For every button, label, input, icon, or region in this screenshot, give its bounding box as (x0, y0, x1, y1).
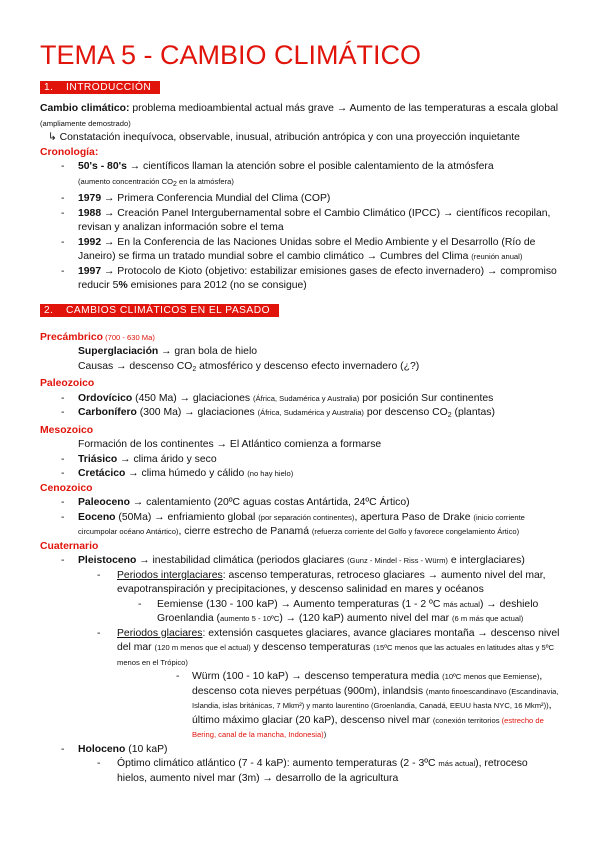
list-item: - 1979 → Primera Conferencia Mundial del Clima (COP) (61, 193, 331, 204)
item-term: Cretácico (78, 468, 126, 479)
era-label-paleozoico: Paleozoico (40, 378, 95, 389)
list-item: - Eoceno (50Ma) → enfriamiento global (por separación continentes), apertura Paso de Drake (inicio corriente circumpolar océano Antártico), cierre estrecho de Panamá (refuerza corriente del Golfo y favorece congelamiento Ártico) (61, 511, 525, 537)
item-text: ) → (120 kaP) aumento nivel del mar (279, 613, 452, 624)
item-note: (África, Sudamérica y Australia) (257, 408, 364, 417)
list-item: - Óptimo climático atlántico (7 - 4 kaP): aumento temperaturas (2 - 3ºC más actual), retroceso hielos, aumento nivel mar (3m) → desarrollo de la agricultura (97, 758, 528, 784)
item-text: por descenso CO (363, 407, 448, 418)
item-note: (aumento concentración CO (78, 176, 173, 186)
list-item: - Cretácico → clima húmedo y cálido (no hay hielo) (61, 468, 294, 479)
item-term: Superglaciación (78, 346, 159, 357)
item-text: → gran bola de hielo (158, 346, 258, 357)
item-text: (10 kaP) (125, 743, 168, 755)
item-note: (refuerza corriente del Golfo y favorece congelamiento Ártico) (311, 527, 520, 536)
item-note: (120 m menos que el actual) (154, 643, 251, 652)
item-text: emisiones para 2012 (no se consigue) (127, 280, 307, 291)
item-note: (6 m más que actual) (452, 614, 524, 623)
item-text: (450 Ma) → glaciaciones (132, 392, 253, 404)
item-term: Holoceno (78, 743, 126, 755)
definition-label: Cambio climático: (40, 103, 130, 114)
item-text: Würm (100 - 10 kaP) → descenso temperatura media (192, 671, 443, 682)
item-text: por posición Sur continentes (359, 392, 494, 404)
item-note: (inicio corriente circumpolar océano Antártico) (78, 512, 525, 536)
item-year: 1997 (78, 265, 102, 277)
definition-note: (ampliamente demostrado) (40, 118, 131, 128)
definition-text: problema medioambiental actual más grave → Aumento de las temperaturas a escala global (129, 103, 559, 114)
item-term: Pleistoceno (78, 555, 137, 566)
item-note: (reunión anual) (471, 252, 523, 261)
item-note: (por separación continentes) (258, 512, 355, 522)
list-item: - Paleoceno → calentamiento (20ºC aguas costas Antártida, 24ºC Ártico) (61, 497, 410, 508)
item-note: (manto finoescandinavo (Escandinavia, Islandia, islas británicas, 7 Mkm²) y manto laurentino (Groenlandia, Canadá, EEUU hasta NYC, 16 Mkm²)) (192, 686, 559, 710)
list-item: - Periodos interglaciares: ascenso temperaturas, retroceso glaciares → aumento nivel del mar, evapotranspiración y precipitaciones, y descenso salinidad en mares y océanos (97, 569, 546, 595)
item-year: 1979 (78, 193, 102, 204)
list-item: - 1992 → En la Conferencia de las Naciones Unidas sobre el Medio Ambiente y el Desarrollo (Río de Janeiro) se firma un tratado mundial sobre el cambio climático → Cumbres del Clima (reunión anual) (61, 236, 536, 262)
item-text: y descenso temperaturas (250, 642, 374, 653)
section-label: INTRODUCCIÓN (66, 82, 152, 93)
item-term: Periodos interglaciares (117, 569, 223, 581)
item-note: (África, Sudamérica y Australia) (252, 393, 360, 403)
item-text: , descenso cota nieves perpétuas (900m), inlandsis (192, 671, 543, 697)
item-term: Periodos glaciares (117, 627, 203, 639)
percent-sign: % (118, 280, 128, 291)
item-text: → científicos llaman la atención sobre el posible calentamiento de la atmósfera (126, 161, 494, 172)
item-term: Eoceno (78, 511, 116, 523)
list-item: - 1997 → Protocolo de Kioto (objetivo: estabilizar emisiones gases de efecto invernadero) → compromiso reducir 5% emisiones para 2012 (no se consigue) (61, 265, 557, 291)
item-text: ), retroceso hielos, aumento nivel mar (3m) → desarrollo de la agricultura (117, 758, 528, 784)
definition (40, 102, 560, 131)
list-item: - Carbonífero (300 Ma) → glaciaciones (África, Sudamérica y Australia) por descenso $CO_2$ (plantas) (61, 407, 495, 419)
item-term: Paleoceno (78, 497, 130, 508)
era-label-cuaternario: Cuaternario (40, 540, 99, 552)
item-note: en la atmósfera) (176, 176, 234, 186)
list-item: - Würm (100 - 10 kaP) → descenso temperatura media (10ºC menos que Eemiense), descenso cota nieves perpétuas (900m), inlandsis (manto finoescandinavo (Escandinavia, Islandia, islas británicas, 7 Mkm²) y manto laurentino (Groenlandia, Canadá, EEUU hasta NYC, 16 Mkm²)), último máximo glaciar (20 kaP), descenso nivel mar (conexión territorios (estrecho de Bering, canal de la mancha, Indonesia)) (176, 671, 559, 739)
item-term: Carbonífero (78, 407, 137, 418)
item-text: → Protocolo de Kioto (objetivo: estabilizar emisiones gases de efecto invernadero) → compromiso reducir 5 (78, 265, 557, 291)
item-text: (50Ma) → enfriamiento global (115, 511, 259, 523)
era-label-precambrico (40, 331, 560, 346)
item-text: , apertura Paso de Drake (354, 511, 474, 523)
item-note: (15ºC menos que las actuales en latitudes altas y 5ºC menos en el Trópico) (117, 643, 554, 667)
list-item: - 50's - 80's → científicos llaman la atención sobre el posible calentamiento de la atmósfera (aumento concentración $CO_2$ en la atmósfera) (61, 161, 494, 188)
item-text: → Primera Conferencia Mundial del Clima (COP) (101, 193, 331, 204)
item-text: (plantas) (451, 407, 495, 418)
item-text: Eemiense (130 - 100 kaP) → Aumento temperaturas (1 - 2 ºC (157, 598, 444, 610)
item-note: (no hay hielo) (247, 469, 294, 478)
item-text: Óptimo climático atlántico (7 - 4 kaP): aumento temperaturas (2 - 3ºC (117, 758, 439, 769)
item-term: Ordovícico (78, 392, 133, 404)
item-year: 50's - 80's (78, 161, 127, 172)
item-year: 1988 (78, 207, 102, 219)
era-label-cenozoico: Cenozoico (40, 482, 93, 494)
item-text: → clima árido y seco (117, 453, 217, 465)
list-item (40, 360, 560, 378)
page-title: TEMA 5 - CAMBIO CLIMÁTICO (40, 40, 422, 70)
section-number: 1. (44, 82, 54, 93)
item-note: (conexión territorios (432, 715, 502, 725)
list-item: Formación de los continentes → El Atlántico comienza a formarse (78, 439, 382, 450)
era-label-mesozoico: Mesozoico (40, 424, 94, 436)
item-note: más actual (438, 759, 476, 768)
list-item: - Periodos glaciares: extensión casquetes glaciares, avance glaciares montaña → descenso nivel del mar (120 m menos que el actual) y descenso temperaturas (15ºC menos que las actuales en latitudes altas y 5ºC menos en el Trópico) (97, 627, 560, 667)
list-item: - Triásico → clima árido y seco (61, 453, 217, 465)
item-text: : ascenso temperaturas, retroceso glaciares → aumento nivel del mar, evapotranspiración y precipitaciones, y descenso salinidad en mares y océanos (117, 569, 546, 595)
item-text: → calentamiento (20ºC aguas costas Antártida, 24ºC Ártico) (129, 497, 410, 508)
item-text: atmosférico y descenso efecto invernadero (¿?) (196, 360, 420, 372)
list-item: - Pleistoceno → inestabilidad climática (periodos glaciares (Gunz - Mindel - Riss - Würm) e interglaciares) (61, 555, 525, 566)
item-text: : extensión casquetes glaciares, avance glaciares montaña → descenso nivel del mar (117, 627, 560, 653)
item-note-highlight: (estrecho de Bering, canal de la mancha, Indonesia) (192, 715, 544, 739)
era-name: Precámbrico (40, 331, 103, 343)
section-number: 2. (44, 304, 54, 316)
item-note: (10ºC menos que Eemiense) (442, 672, 540, 681)
item-text: → Creación Panel Intergubernamental sobre el Cambio Climático (IPCC) → científicos recopilan, revisan y analizan información sobre el tema (78, 207, 551, 233)
section-heading-introduccion (40, 81, 160, 94)
item-term: Triásico (78, 453, 118, 465)
item-text: , cierre estrecho de Panamá (178, 526, 312, 537)
item-text: → inestabilidad climática (periodos glaciares (136, 555, 348, 566)
list-item (40, 345, 560, 360)
subscript: 2 (172, 180, 177, 188)
list-item: - Holoceno (10 kaP) (61, 743, 168, 755)
item-text: → clima húmedo y cálido (125, 468, 248, 479)
item-note: (Gunz - Mindel - Riss - Würm) (347, 556, 448, 565)
item-year: 1992 (78, 236, 102, 248)
item-text: → En la Conferencia de las Naciones Unidas sobre el Medio Ambiente y el Desarrollo (Río de Janeiro) se firma un tratado mundial sobre el cambio climático → Cumbres del Clima (78, 236, 536, 262)
item-note: más actual (443, 599, 480, 609)
list-item: - 1988 → Creación Panel Intergubernamental sobre el Cambio Climático (IPCC) → científicos recopilan, revisan y analizan información sobre el tema (61, 207, 551, 233)
list-item: - Eemiense (130 - 100 kaP) → Aumento temperaturas (1 - 2 ºC más actual) → deshielo Groenlandia (aumento 5 - 10ºC) → (120 kaP) aumento nivel del mar (6 m más que actual) (138, 598, 539, 624)
definition-detail: ↳ Constatación inequívoca, observable, inusual, atribución antrópica y con una proyección inquietante (48, 132, 520, 143)
subscript: 2 (447, 412, 452, 419)
cronologia-label: Cronología: (40, 146, 99, 158)
item-text: e interglaciares) (447, 555, 525, 566)
section-heading-cambios-pasado (40, 304, 279, 317)
section-label: CAMBIOS CLIMÁTICOS EN EL PASADO (66, 304, 271, 316)
item-text: (300 Ma) → glaciaciones (136, 407, 258, 418)
item-note: aumento 5 - 10ºC (219, 614, 280, 623)
item-text: ) → deshielo Groenlandia ( (157, 598, 539, 624)
subscript: 2 (192, 365, 197, 373)
item-note: ) (323, 730, 327, 739)
item-text: Causas → descenso CO (78, 360, 193, 372)
item-text: , último máximo glaciar (20 kaP), descenso nivel mar (192, 700, 552, 726)
list-item: - Ordovícico (450 Ma) → glaciaciones (África, Sudamérica y Australia) por posición Sur continentes (61, 392, 494, 404)
era-range: (700 - 630 Ma) (102, 332, 155, 342)
